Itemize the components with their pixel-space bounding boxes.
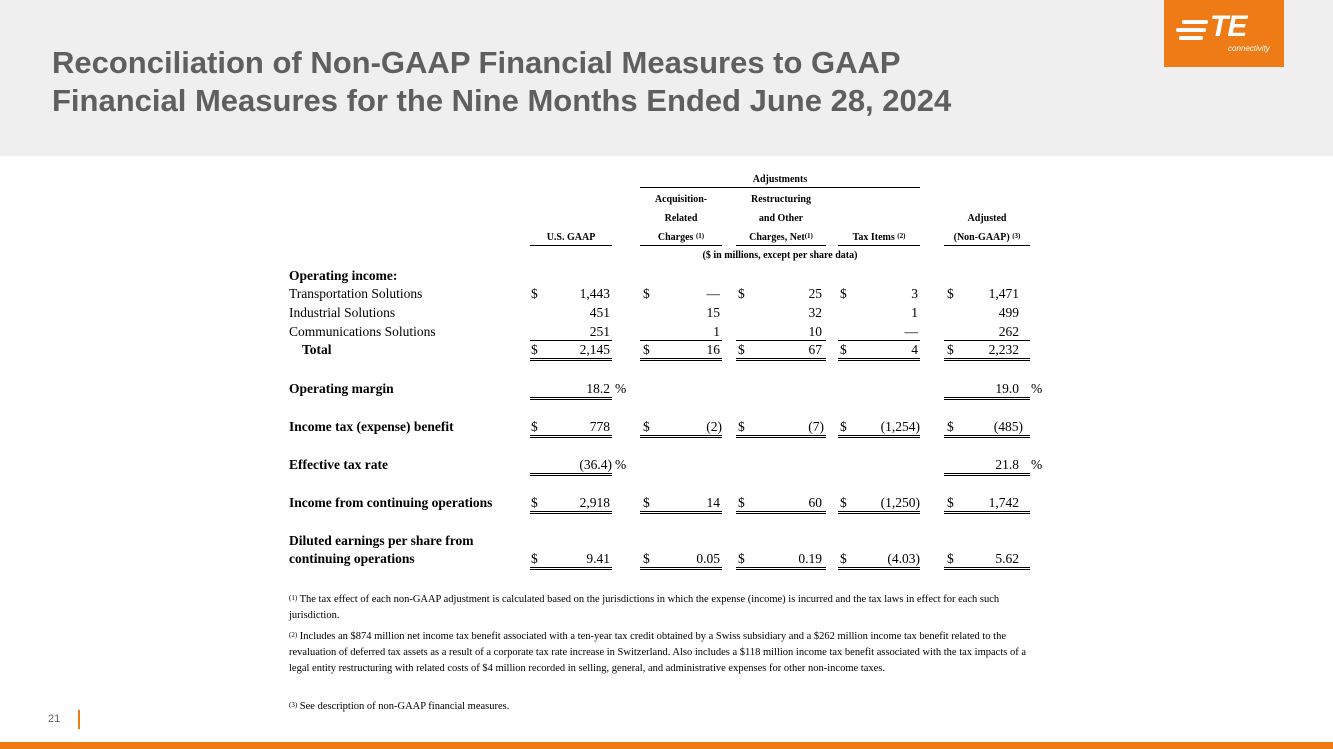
- cell-tax: 1: [911, 305, 918, 320]
- cell-tax: (4.03): [887, 551, 920, 566]
- cell-acq: 15: [706, 305, 720, 320]
- currency-sign: $: [840, 419, 847, 434]
- diluted-eps-label-1: Diluted earnings per share from: [289, 533, 474, 548]
- cell-tax: 4: [911, 342, 918, 357]
- cell-restr: 60: [808, 495, 822, 510]
- cell-gaap: 2,918: [579, 495, 610, 510]
- col-rule-adj: [944, 245, 1030, 246]
- col-header-restr-3: Charges, Net$^{(1)}$: [749, 232, 813, 243]
- cell-adj: 21.8: [995, 457, 1019, 472]
- currency-sign: $: [947, 551, 954, 566]
- cell-restr: 25: [808, 286, 822, 301]
- cell-gaap: 251: [589, 324, 610, 339]
- currency-sign: $: [840, 495, 847, 510]
- effective-tax-rate-label: Effective tax rate: [289, 457, 388, 472]
- income-tax-label: Income tax (expense) benefit: [289, 419, 454, 434]
- cell-tax: (1,254): [880, 419, 920, 434]
- diluted-eps-label-2: continuing operations: [289, 551, 415, 566]
- units-note: ($ in millions, except per share data): [702, 250, 858, 261]
- currency-sign: $: [840, 551, 847, 566]
- cell-adj: 1,471: [988, 286, 1019, 301]
- col-rule-gaap: [530, 245, 612, 246]
- currency-sign: $: [531, 551, 538, 566]
- cell-gaap: 9.41: [586, 551, 610, 566]
- cell-tax: —: [904, 324, 918, 339]
- cell-acq: 16: [706, 342, 720, 357]
- page-number: 21: [48, 713, 61, 725]
- cell-restr: 67: [808, 342, 822, 357]
- page-title-line-2: Financial Measures for the Nine Months Ended June 28, 2024: [52, 83, 952, 118]
- income-cont-ops-label: Income from continuing operations: [289, 495, 493, 510]
- page-title-line-1: Reconciliation of Non-GAAP Financial Measures to GAAP: [52, 45, 901, 80]
- section-operating-income: Operating income:: [289, 268, 398, 283]
- cell-acq: —: [706, 286, 720, 301]
- footnote-2: $^{(2)}$ Includes an $874 million net income tax benefit associated with a ten-year tax credit obtained by a Swiss subsidiary and a $262 million income tax benefit related to the revaluation of deferred tax assets as a result of a corporate tax rate increase in Switzerland. Also includes a $118 million income tax benefit associated with the tax impacts of a legal entity restructuring with related costs of $4 million recorded in selling, general, and administrative expenses for other non-income taxes.: [289, 631, 1026, 674]
- currency-sign: $: [531, 419, 538, 434]
- cell-gaap: 2,145: [579, 342, 610, 357]
- col-header-gaap: U.S. GAAP: [546, 232, 596, 243]
- cell-restr: 32: [808, 305, 822, 320]
- col-header-restr-2: and Other: [758, 213, 804, 224]
- percent-sign: %: [1031, 381, 1043, 396]
- currency-sign: $: [643, 495, 650, 510]
- cell-gaap: 778: [589, 419, 610, 434]
- col-header-adj-1: Adjusted: [967, 213, 1007, 224]
- col-header-adj-2: (Non-GAAP) $^{(3)}$: [953, 232, 1021, 243]
- currency-sign: $: [738, 286, 745, 301]
- row-label: Industrial Solutions: [289, 305, 396, 320]
- cell-adj: 499: [998, 305, 1019, 320]
- cell-acq: 14: [706, 495, 720, 510]
- currency-sign: $: [947, 419, 954, 434]
- cell-restr: 10: [808, 324, 822, 339]
- col-header-restr-1: Restructuring: [751, 194, 811, 205]
- cell-adj: 262: [998, 324, 1019, 339]
- adjustments-header: Adjustments: [752, 174, 808, 185]
- adjustments-rule: [640, 187, 920, 188]
- currency-sign: $: [643, 342, 650, 357]
- cell-acq: 1: [713, 324, 720, 339]
- row-label: Communications Solutions: [289, 324, 436, 339]
- te-connectivity-logo: [1164, 0, 1284, 67]
- footnote-3: $^{(3)}$ See description of non-GAAP financial measures.: [289, 701, 510, 712]
- currency-sign: $: [947, 495, 954, 510]
- cell-adj: 1,742: [988, 495, 1019, 510]
- percent-sign: %: [615, 457, 627, 472]
- col-rule-tax: [838, 245, 920, 246]
- cell-restr: (7): [808, 419, 824, 434]
- currency-sign: $: [840, 342, 847, 357]
- col-rule-acq: [640, 245, 722, 246]
- cell-acq: (2): [706, 419, 722, 434]
- currency-sign: $: [531, 495, 538, 510]
- cell-gaap: 451: [589, 305, 610, 320]
- percent-sign: %: [615, 381, 627, 396]
- cell-adj: 19.0: [995, 381, 1019, 396]
- footnote-1: $^{(1)}$ The tax effect of each non-GAAP adjustment is calculated based on the jurisdictions in which the expense (income) is incurred and the tax laws in effect for each such jurisdiction.: [289, 594, 1000, 621]
- currency-sign: $: [738, 342, 745, 357]
- bottom-accent-bar: [0, 742, 1333, 749]
- percent-sign: %: [1031, 457, 1043, 472]
- cell-gaap: 18.2: [586, 381, 610, 396]
- row-label: Transportation Solutions: [289, 286, 423, 301]
- logo-mark: TE: [1210, 10, 1247, 43]
- cell-gaap: 1,443: [579, 286, 610, 301]
- col-rule-restr: [736, 245, 826, 246]
- currency-sign: $: [738, 551, 745, 566]
- cell-adj: 2,232: [988, 342, 1019, 357]
- cell-adj: (485): [993, 419, 1023, 434]
- cell-tax: (1,250): [880, 495, 920, 510]
- operating-margin-label: Operating margin: [289, 381, 394, 396]
- currency-sign: $: [947, 342, 954, 357]
- page-number-divider: [78, 710, 80, 729]
- currency-sign: $: [840, 286, 847, 301]
- logo-bars-icon: [1176, 20, 1206, 44]
- cell-adj: 5.62: [995, 551, 1019, 566]
- currency-sign: $: [738, 495, 745, 510]
- cell-tax: 3: [911, 286, 918, 301]
- col-header-tax: Tax Items $^{(2)}$: [852, 232, 906, 243]
- col-header-acq-3: Charges $^{(1)}$: [657, 232, 705, 243]
- col-header-acq-1: Acquisition-: [654, 194, 708, 205]
- cell-acq: 0.05: [696, 551, 720, 566]
- currency-sign: $: [643, 419, 650, 434]
- page-title: [52, 44, 951, 120]
- col-header-acq-2: Related: [664, 213, 698, 224]
- cell-gaap: (36.4): [579, 457, 612, 472]
- currency-sign: $: [643, 286, 650, 301]
- currency-sign: $: [738, 419, 745, 434]
- logo-subtitle: connectivity: [1228, 44, 1270, 53]
- total-label: Total: [302, 342, 332, 357]
- currency-sign: $: [947, 286, 954, 301]
- cell-restr: 0.19: [798, 551, 822, 566]
- currency-sign: $: [643, 551, 650, 566]
- currency-sign: $: [531, 286, 538, 301]
- currency-sign: $: [531, 342, 538, 357]
